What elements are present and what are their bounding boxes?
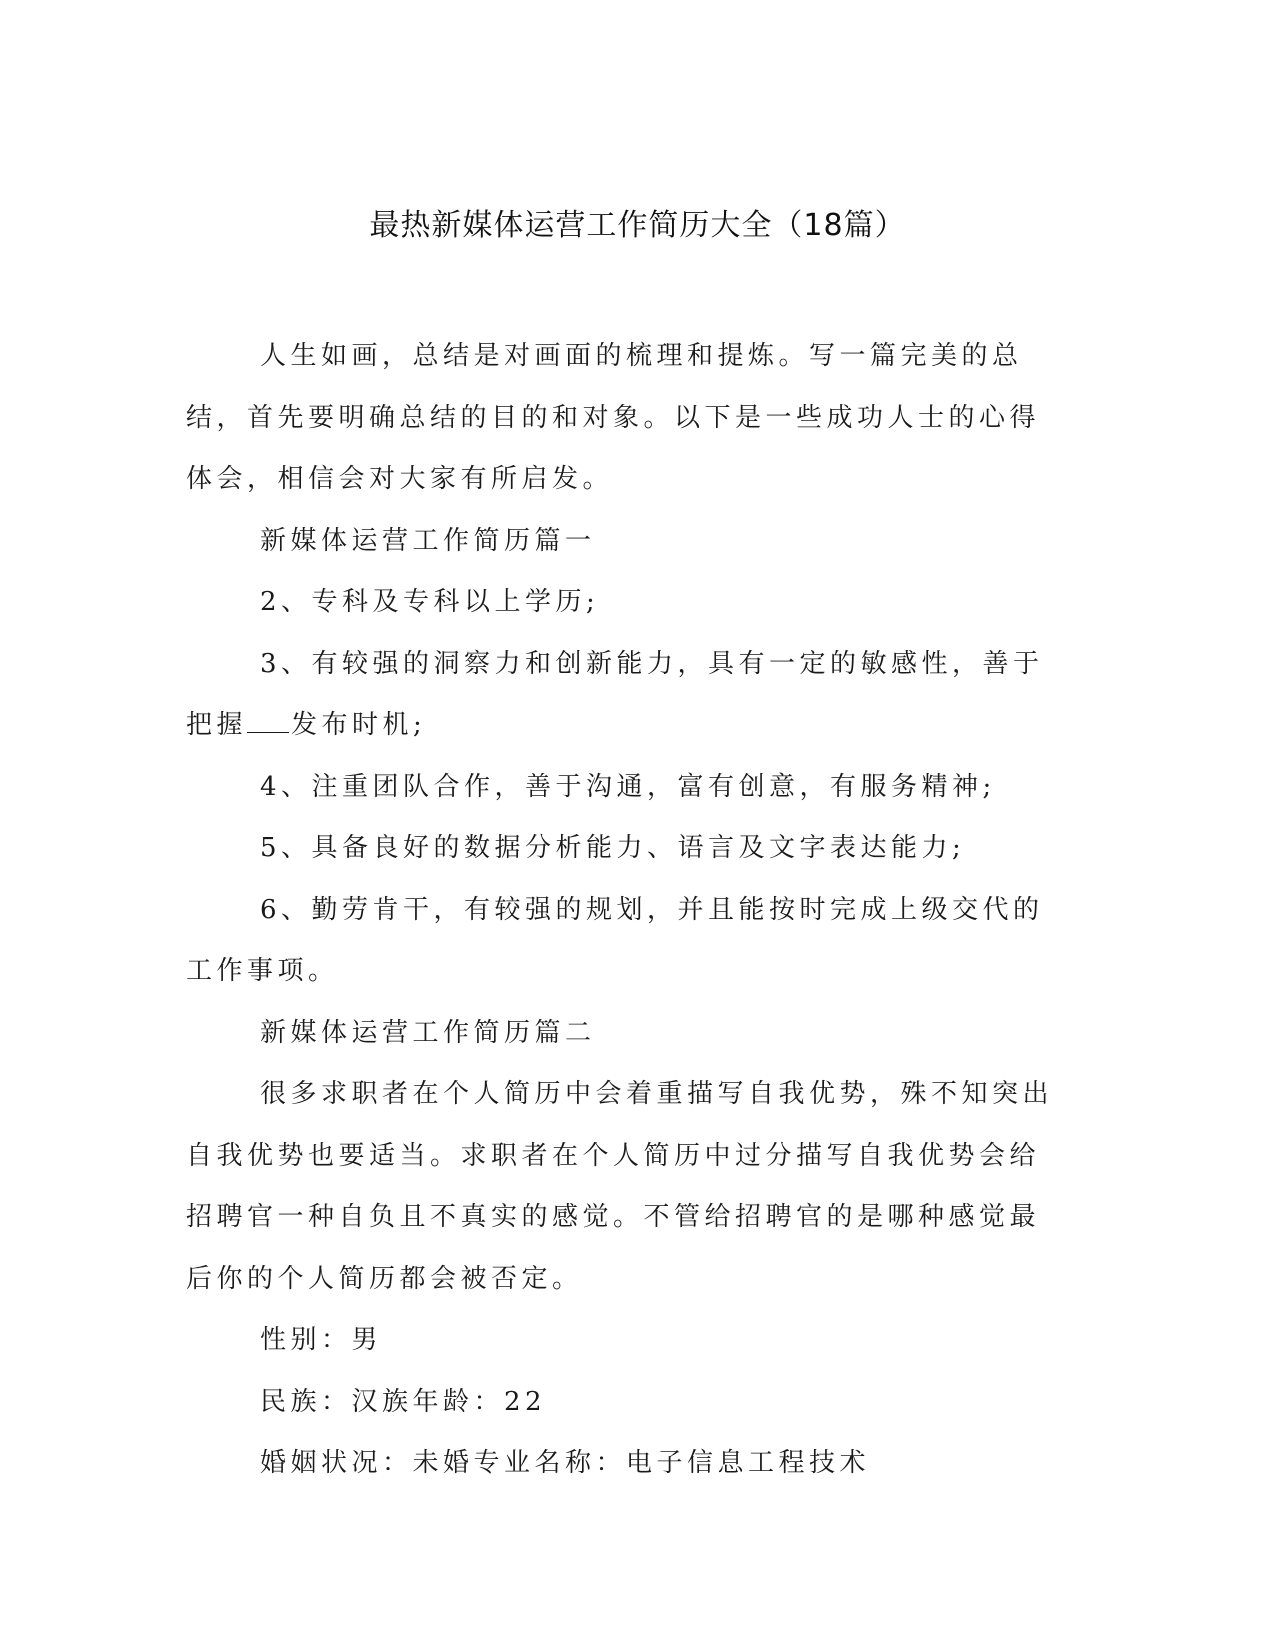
ethnicity-age-line: 民族：汉族年龄：22 (260, 1386, 547, 1417)
section-heading-2: 新媒体运营工作简历篇二 (260, 1017, 596, 1048)
section-heading-1: 新媒体运营工作简历篇一 (260, 525, 596, 556)
advice-paragraph: 很多求职者在个人简历中会着重描写自我优势，殊不知突出自我优势也要适当。求职者在个人简历中过分描写自我优势会给招聘官一种自负且不真实的感觉。不管给招聘官的是哪种感觉最后你的个人简历都会被否定。 (186, 1079, 1054, 1294)
document-body (186, 326, 1070, 1495)
gender-line: 性别：男 (260, 1325, 383, 1355)
list-item-3-tail: 发布时机; (291, 710, 427, 740)
list-item-5: 5、具备良好的数据分析能力、语言及文字表达能力; (260, 833, 966, 863)
list-item-4: 4、注重团队合作，善于沟通，富有创意，有服务精神; (260, 771, 996, 802)
list-item-3-text: 3、有较强的洞察力和创新能力，具有一定的敏感性，善于把握 (186, 648, 1044, 740)
intro-paragraph: 人生如画，总结是对画面的梳理和提炼。写一篇完美的总结，首先要明确总结的目的和对象。以下是一些成功人士的心得体会，相信会对大家有所启发。 (186, 341, 1041, 494)
blank-underline (247, 712, 289, 733)
document-title: 最热新媒体运营工作简历大全（18篇） (369, 208, 906, 243)
list-item-2: 2、专科及专科以上学历; (260, 587, 600, 617)
list-item-6: 6、勤劳肯干，有较强的规划，并且能按时完成上级交代的工作事项。 (186, 894, 1044, 986)
list-item-3 (186, 634, 1070, 757)
marital-major-line: 婚姻状况：未婚专业名称：电子信息工程技术 (260, 1448, 871, 1478)
